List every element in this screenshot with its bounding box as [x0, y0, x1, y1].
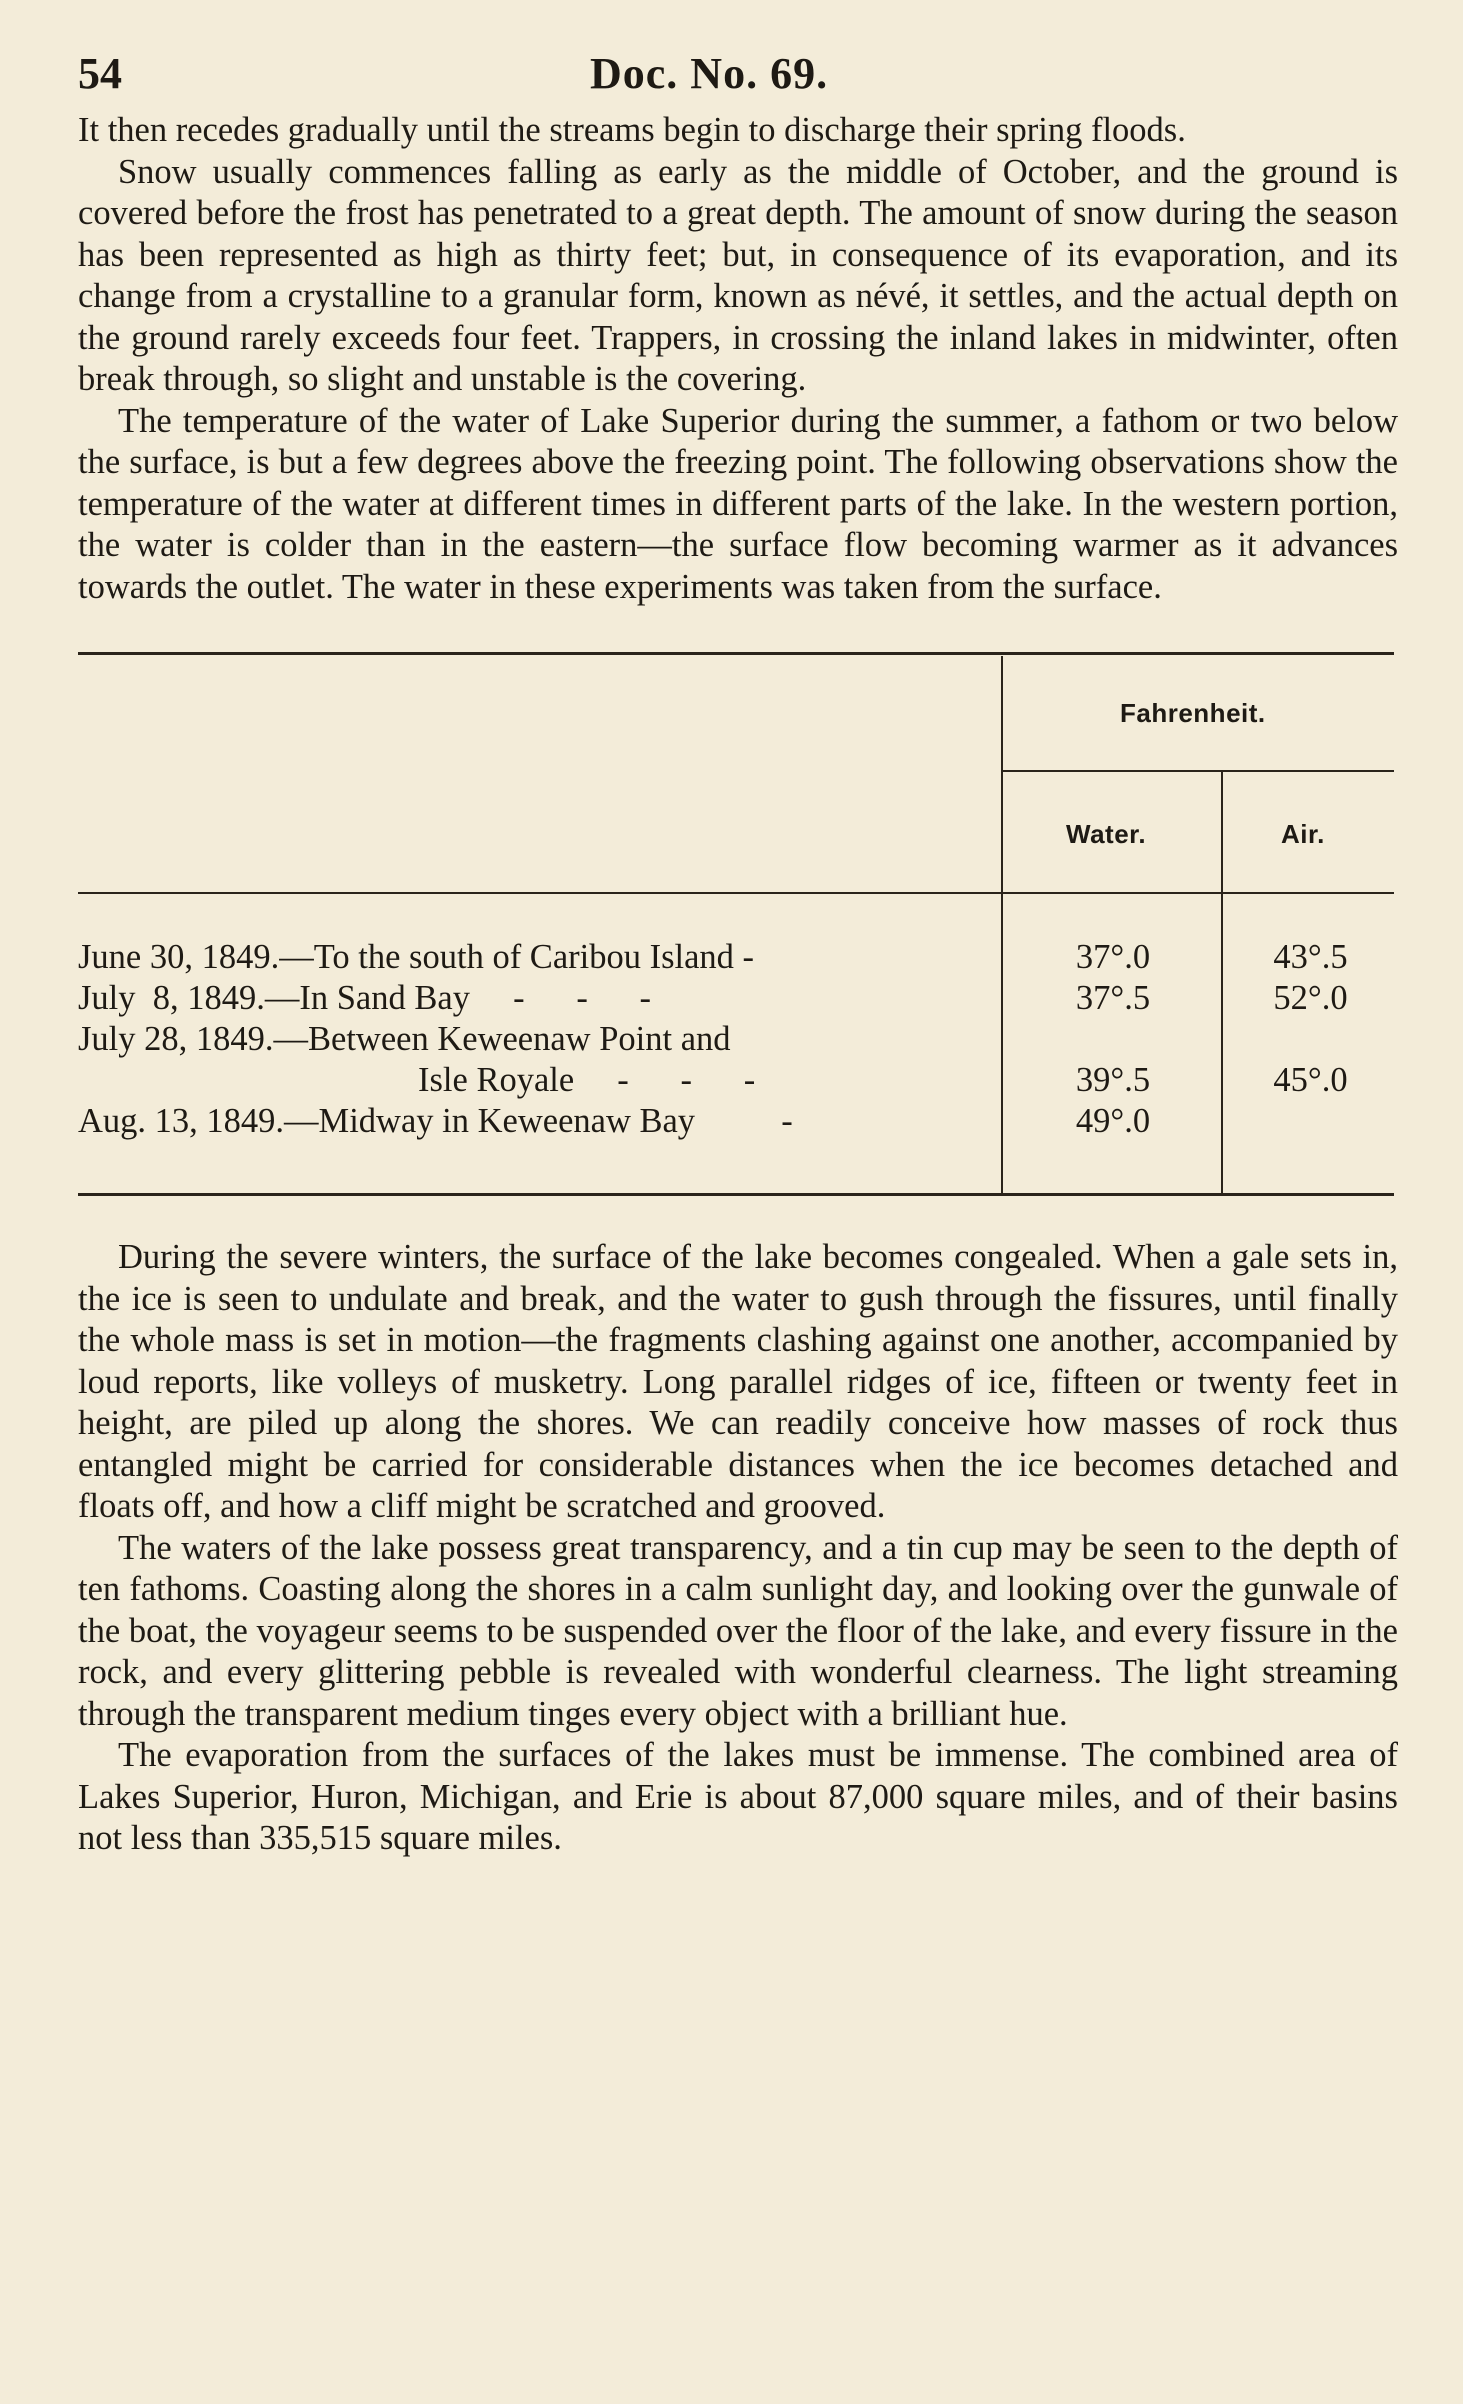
table-row-label: July 8, 1849.—In Sand Bay - - -: [78, 979, 652, 1017]
table-bottom-rule: [78, 1193, 1394, 1196]
paragraph-transparency: The waters of the lake possess great transparency, and a tin cup may be seen to the depth of ten fathoms. Coasting along the shores in a calm sunlight day, and looking over the gunwale of the boat, the voyageur seems to be suspended over the floor of the lake, and every fissure in the rock, and every glittering pebble is revealed with wonderful clearness. The light streaming through the transparent medium tinges every object with a brilliant hue.: [78, 1528, 1398, 1733]
air-column-header: Air.: [1281, 819, 1325, 849]
water-temperature-cell: 37°.5: [1075, 979, 1151, 1017]
table-top-rule: [78, 652, 1394, 655]
group-header-rule: [1003, 770, 1394, 772]
air-temperature-cell: 52°.0: [1273, 979, 1348, 1017]
paragraph-snow: Snow usually commences falling as early as the middle of October, and the ground is covered before the frost has penetrated to a great depth. The amount of snow during the season has been represented as high as thirty feet; but, in consequence of its evaporation, and its change from a crystalline to a granular form, known as névé, it settles, and the actual depth on the ground rarely exceeds four feet. Trappers, in crossing the inland lakes in midwinter, often break through, so slight and unstable is the covering.: [78, 152, 1398, 398]
paragraph-evaporation: The evaporation from the surfaces of the lakes must be immense. The combined area of Lakes Superior, Huron, Michigan, and Erie is about 87,000 square miles, and of their basins not less than 335,515 square miles.: [78, 1736, 1398, 1857]
table-row-label: Aug. 13, 1849.—Midway in Keweenaw Bay -: [78, 1102, 793, 1140]
air-temperature-cell: 43°.5: [1273, 938, 1348, 976]
paragraph-temperature: The temperature of the water of Lake Superior during the summer, a fathom or two below the surface, is but a few degrees above the freezing point. The following observations show the temperature of the water at different times in different parts of the lake. In the western portion, the water is colder than in the eastern—the surface flow becoming warmer as it advances towards the outlet. The water in these experiments was taken from the surface.: [78, 401, 1398, 606]
water-temperature-cell: 49°.0: [1075, 1102, 1151, 1140]
header-bottom-rule: [78, 892, 1394, 894]
fahrenheit-header: Fahrenheit.: [1120, 698, 1266, 728]
air-temperature-cell: 45°.0: [1273, 1061, 1348, 1099]
page-number: 54: [78, 49, 122, 98]
top-text-block: [78, 110, 1398, 608]
table-row-label-continuation: Isle Royale - - -: [418, 1061, 756, 1099]
paragraph-spring-floods: It then recedes gradually until the streams begin to discharge their spring floods.: [78, 111, 1186, 149]
table-row-label: June 30, 1849.—To the south of Caribou Island -: [78, 938, 755, 976]
water-temperature-cell: 37°.0: [1075, 938, 1151, 976]
bottom-text-block: [78, 1237, 1398, 1860]
table-row-label: July 28, 1849.—Between Keweenaw Point and: [78, 1020, 731, 1058]
document-title: Doc. No. 69.: [590, 49, 829, 98]
document-page: [78, 40, 1398, 2380]
water-temperature-cell: 39°.5: [1075, 1061, 1151, 1099]
water-column-header: Water.: [1066, 819, 1147, 849]
paragraph-winter-ice: During the severe winters, the surface of the lake becomes congealed. When a gale sets in, the ice is seen to undulate and break, and the water to gush through the fissures, until finally the whole mass is set in motion—the fragments clashing against one another, accompanied by loud reports, like volleys of musketry. Long parallel ridges of ice, fifteen or twenty feet in height, are piled up along the shores. We can readily conceive how masses of rock thus entangled might be carried for considerable distances when the ice becomes detached and floats off, and how a cliff might be scratched and grooved.: [78, 1238, 1398, 1525]
temperature-table: [78, 652, 1394, 1197]
page-header: [78, 40, 1398, 110]
